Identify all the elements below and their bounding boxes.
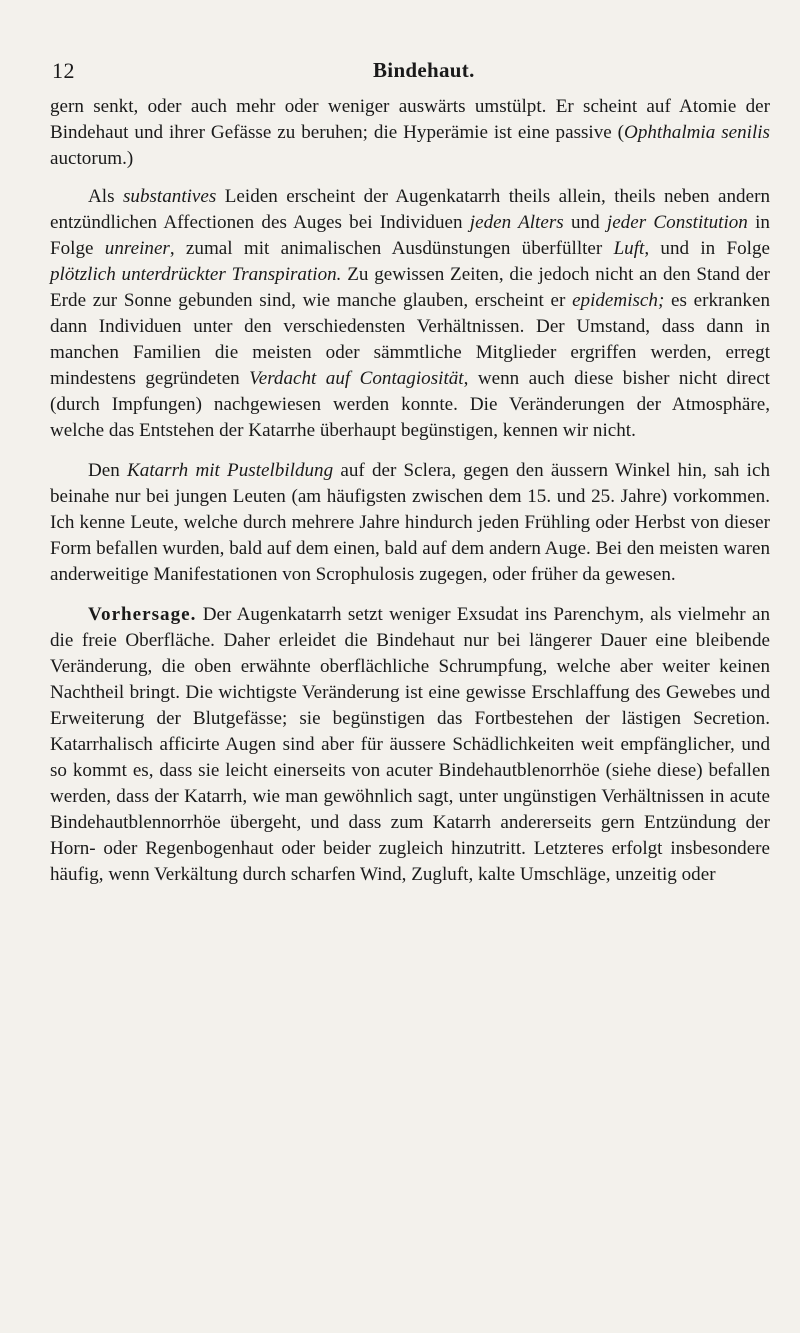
text-run: Als — [88, 186, 123, 207]
text-run: auf der Sclera, gegen den äussern Winkel hin, sah ich beinahe nur bei jungen Leuten (am häufigsten zwischen dem 15. und 25. Jahre) vorkommen. Ich kenne Leute, welche durch mehrere Jahre hindurch jeden Frühling oder Herbst von dieser Form befallen wurden, bald auf dem einen, bald auf dem andern Auge. Bei den meisten waren anderweitige Manifestationen von Scrophulosis zugegen, oder früher da gewesen. — [50, 460, 771, 585]
text-run: Zu gewissen Zeiten, die jedoch nicht an den Stand der Erde zur Sonne gebunden sind, wie manche glauben, erscheint er — [50, 264, 770, 311]
page — [50, 58, 770, 888]
italic-term: epidemisch; — [572, 290, 665, 311]
text-run: und — [563, 212, 607, 233]
italic-term: jeden Alters — [469, 212, 564, 233]
paragraph-3 — [50, 458, 770, 588]
italic-term: unreiner — [104, 238, 170, 259]
text-run: , wenn auch diese bisher nicht direct (durch Impfungen) nachgewiesen werden konnte. Die Veränderungen der Atmosphäre, welche das Entstehen der Katarrhe überhaupt begünstigen, kennen wir nicht. — [50, 368, 770, 441]
text-run: Den — [88, 460, 128, 481]
italic-term: Verdacht auf Contagiosität — [249, 368, 464, 389]
paragraph-1 — [50, 94, 770, 172]
italic-term: substantives — [122, 186, 217, 207]
paragraph-gap — [50, 444, 770, 458]
text-run: in Folge — [50, 212, 770, 259]
italic-term: Ophthalmia senilis — [624, 122, 770, 143]
text-run: Der Augenkatarrh setzt weniger Exsudat ins Parenchym, als vielmehr an die freie Oberfläche. Daher erleidet die Bindehaut nur bei längerer Dauer eine bleibende Veränderung, die oben erwähnte oberflächliche Schrumpfung, welche aber weiter keinen Nachtheil bringt. Die wichtigste Veränderung ist eine gewisse Erschlaffung des Gewebes und Erweiterung der Blutgefässe; sie begünstigen das Fortbestehen der lästigen Secretion. Katarrhalisch afficirte Augen sind aber für äussere Schädlichkeiten weit empfänglicher, und so kommt es, dass sie leicht einerseits von acuter Bindehautblenorrhöe (siehe diese) befallen werden, dass der Katarrh, wie man gewöhnlich sagt, unter ungünstigen Verhältnissen in acute Bindehautblennorrhöe übergeht, und dass zum Katarrh andererseits gern Entzündung der Horn- oder Regenbogenhaut oder beider zugleich hinzutritt. Letzteres erfolgt insbesondere häufig, wenn Verkältung durch scharfen Wind, Zugluft, kalte Umschläge, unzeitig oder — [50, 604, 770, 885]
text-run: , zumal mit animalischen Ausdünstungen überfüllter — [169, 238, 614, 259]
italic-term: Luft — [613, 238, 645, 259]
paragraph-gap — [50, 588, 770, 602]
text-run: es erkranken dann Individuen unter den verschiedensten Verhältnissen. Der Umstand, dass dann in manchen Familien die meisten oder sämmtliche Mitglieder ergriffen werden, erregt mindestens gegründeten — [50, 290, 770, 389]
italic-term: plötzlich unterdrückter Transpiration. — [50, 264, 342, 285]
italic-term: jeder Constitution — [606, 212, 748, 233]
page-number: 12 — [52, 58, 75, 83]
paragraph-2 — [50, 184, 770, 444]
italic-term: Katarrh mit Pustelbildung — [127, 460, 334, 481]
paragraph-4 — [50, 602, 770, 888]
page-header — [50, 58, 770, 94]
paragraph-gap — [50, 172, 770, 184]
section-heading: Vorhersage. — [88, 604, 197, 625]
text-run: gern senkt, oder auch mehr oder weniger auswärts umstülpt. Er scheint auf Atomie der Bindehaut und ihrer Gefässe zu beruhen; die Hyperämie ist eine passive ( — [50, 96, 770, 143]
text-run: auctorum.) — [50, 148, 134, 169]
text-run: Leiden erscheint der Augenkatarrh theils allein, theils neben andern entzündlichen Affectionen des Auges bei Individuen — [50, 186, 770, 233]
text-run: , und in Folge — [644, 238, 770, 259]
running-title: Bindehaut. — [373, 58, 475, 82]
